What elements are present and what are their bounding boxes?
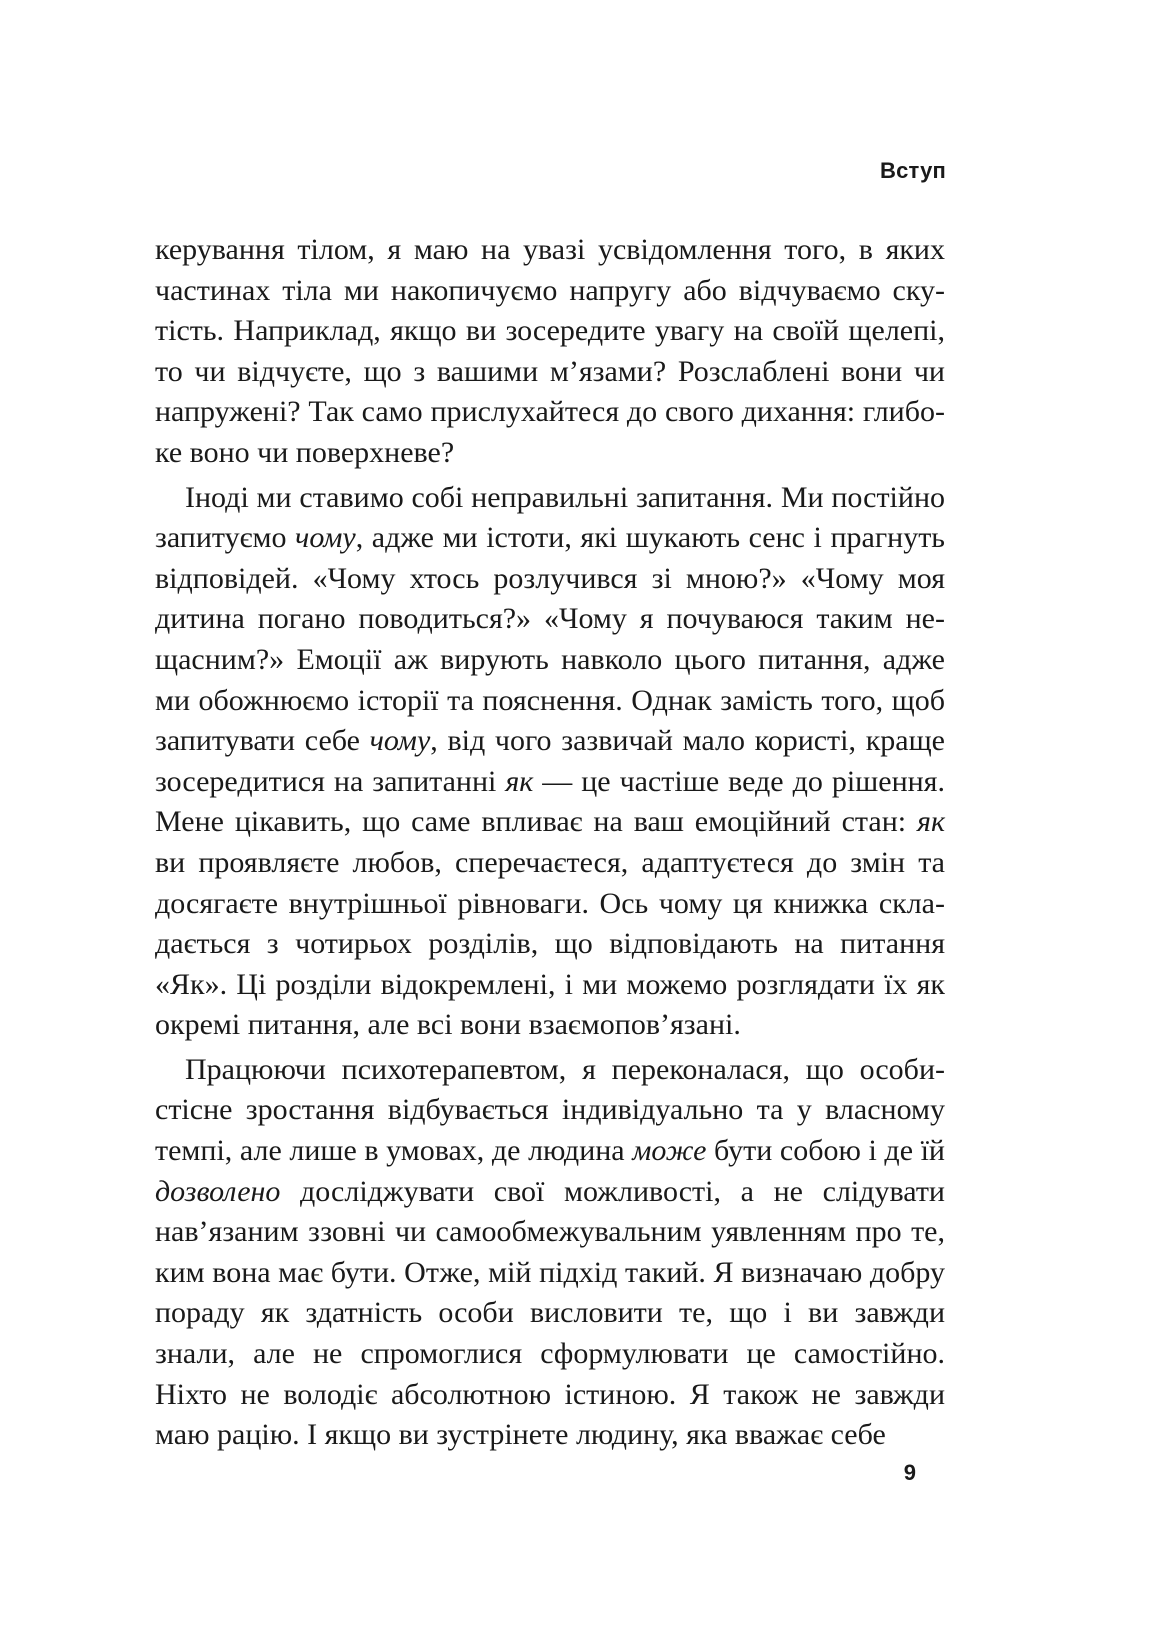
- paragraph-text: керування тілом, я маю на увазі усвідомлення того, в яких частинах тіла ми накопичуємо напругу або відчуваємо скутість. Наприклад, якщо ви зосередите увагу на своїй щелепі, то чи відчуєте, що з вашими м’язами? Розслаблені вони чи напружені? Так само прислухайтеся до свого дихання: глибоке воно чи поверхневе?: [155, 233, 945, 469]
- paragraph-1: [155, 230, 945, 474]
- page-number: 9: [903, 1460, 916, 1485]
- paragraph-text: Іноді ми ставимо собі неправильні запитання. Ми постійно запитуємо: [155, 480, 945, 555]
- running-header: Вступ: [880, 158, 946, 183]
- paragraph-text: досліджувати свої можливості, а не слідувати нав’язаним ззовні чи самообмежувальним уявленням про те, ким вона має бути. Отже, мій підхід такий. Я визначаю добру пораду як здатність особи висловити те, що і ви завжди знали, але не спромоглися сформулювати це самостійно. Ніхто не володіє абсолютною істиною. Я також не завжди маю рацію. І якщо ви зустрінете людину, яка вважає себе: [155, 1174, 945, 1452]
- paragraph-text: , адже ми істоти, які шукають сенс і прагнуть відповідей. «Чому хтось розлучився зі мною?» «Чому моя дитина погано поводиться?» «Чому я почуваюся таким нещасним?» Емоції аж вирують навколо цього питання, адже ми обожнюємо історії та пояснення. Однак замість того, щоб запитувати себе: [155, 521, 945, 758]
- paragraph-3: [155, 1050, 945, 1456]
- italic-emphasis: як: [505, 764, 534, 798]
- paragraph-text: бути собою і де їй: [706, 1134, 945, 1168]
- paragraph-text: ви проявляєте любов, сперечаєтеся, адаптуєтеся до змін та досягаєте внутрішньої рівноваги. Ось чому ця книжка складається з чотирьох розділів, що відповідають на питання «Як». Ці розділи відокремлені, і ми можемо розглядати їх як окремі питання, але всі вони взаємопов’язані.: [155, 845, 945, 1042]
- body-text: [155, 230, 945, 1456]
- italic-emphasis: чому: [369, 724, 431, 758]
- italic-emphasis: дозволено: [155, 1174, 281, 1208]
- italic-emphasis: як: [917, 805, 945, 839]
- paragraph-2: [155, 478, 945, 1046]
- italic-emphasis: може: [632, 1134, 707, 1168]
- paragraph-text: Працюючи психотерапевтом, я переконалася, що особистісне зростання відбувається індивідуально та у власному темпі, але лише в умовах, де людина: [155, 1052, 945, 1168]
- paragraph-text: — це частіше веде до рішення. Мене цікавить, що саме впливає на ваш емоційний стан:: [155, 764, 945, 839]
- italic-emphasis: чому: [295, 521, 356, 555]
- paragraph-text: , від чого зазвичай мало користі, краще зосередитися на запитанні: [155, 724, 945, 798]
